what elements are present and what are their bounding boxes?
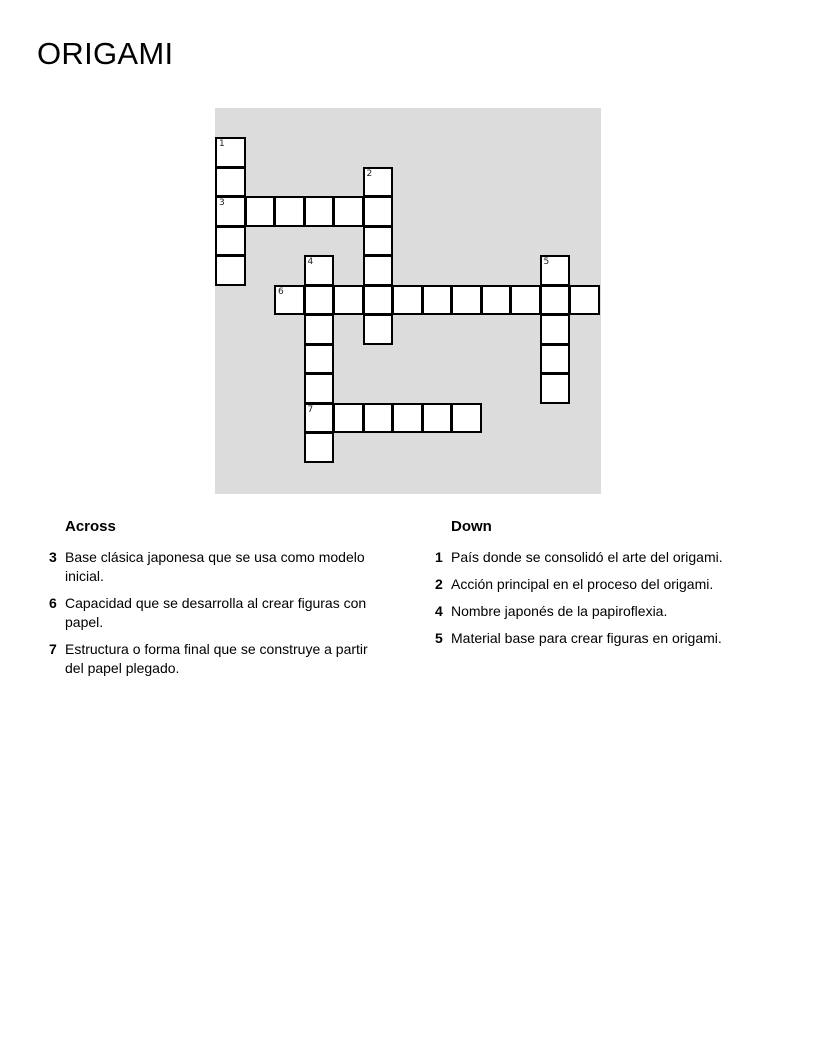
crossword-cell[interactable] bbox=[540, 344, 571, 375]
crossword-cell[interactable] bbox=[481, 285, 512, 316]
crossword-cell[interactable] bbox=[363, 255, 394, 286]
down-clue bbox=[430, 548, 760, 567]
clue-number: 1 bbox=[435, 549, 443, 565]
crossword-cell[interactable] bbox=[451, 285, 482, 316]
clue-text: Estructura o forma final que se construye a partir del papel plegado. bbox=[65, 641, 368, 676]
down-clue bbox=[430, 629, 760, 648]
crossword-cell[interactable] bbox=[422, 403, 453, 434]
crossword-cell[interactable] bbox=[215, 167, 246, 198]
down-heading: Down bbox=[451, 518, 492, 535]
crossword-cell[interactable] bbox=[392, 403, 423, 434]
crossword-cell[interactable] bbox=[215, 137, 246, 168]
crossword-cell[interactable] bbox=[274, 196, 305, 227]
cell-number: 6 bbox=[278, 286, 284, 297]
crossword-cell[interactable] bbox=[333, 403, 364, 434]
crossword-grid bbox=[215, 108, 601, 494]
crossword-cell[interactable] bbox=[510, 285, 541, 316]
crossword-cell[interactable] bbox=[215, 196, 246, 227]
crossword-cell[interactable] bbox=[363, 403, 394, 434]
crossword-cell[interactable] bbox=[245, 196, 276, 227]
crossword-cell[interactable] bbox=[304, 373, 335, 404]
across-clue bbox=[44, 640, 384, 678]
cell-number: 2 bbox=[366, 168, 373, 179]
clue-text: Base clásica japonesa que se usa como modelo inicial. bbox=[65, 549, 365, 584]
crossword-cell[interactable] bbox=[304, 255, 335, 286]
crossword-cell[interactable] bbox=[363, 314, 394, 345]
across-clue bbox=[44, 548, 384, 586]
crossword-cell[interactable] bbox=[304, 403, 335, 434]
crossword-cell[interactable] bbox=[304, 285, 335, 316]
crossword-cell[interactable] bbox=[304, 196, 335, 227]
crossword-cell[interactable] bbox=[540, 373, 571, 404]
cell-number: 3 bbox=[219, 198, 225, 208]
crossword-cell[interactable] bbox=[363, 285, 394, 316]
cell-number: 7 bbox=[307, 404, 314, 415]
clue-text: Material base para crear figuras en origami. bbox=[451, 630, 722, 646]
clue-text: Nombre japonés de la papiroflexia. bbox=[451, 603, 668, 619]
crossword-cell[interactable] bbox=[304, 432, 335, 463]
crossword-cell[interactable] bbox=[569, 285, 600, 316]
crossword-cell[interactable] bbox=[333, 285, 364, 316]
cell-number: 4 bbox=[307, 257, 314, 267]
cell-number: 1 bbox=[219, 139, 225, 149]
crossword-cell[interactable] bbox=[363, 196, 394, 227]
clue-text: Acción principal en el proceso del origami. bbox=[451, 576, 714, 592]
clue-number: 2 bbox=[435, 576, 443, 592]
clue-text: Capacidad que se desarrolla al crear figuras con papel. bbox=[65, 595, 367, 630]
crossword-cell[interactable] bbox=[451, 403, 482, 434]
across-clue bbox=[44, 594, 384, 632]
page-title: ORIGAMI bbox=[37, 36, 174, 71]
crossword-cell[interactable] bbox=[215, 226, 246, 257]
crossword-cell[interactable] bbox=[392, 285, 423, 316]
crossword-cell[interactable] bbox=[540, 285, 571, 316]
clue-number: 3 bbox=[49, 549, 57, 565]
crossword-cell[interactable] bbox=[363, 226, 394, 257]
crossword-cell[interactable] bbox=[274, 285, 305, 316]
clue-number: 7 bbox=[49, 641, 57, 657]
clue-number: 4 bbox=[435, 603, 443, 619]
clue-text: País donde se consolidó el arte del origami. bbox=[451, 549, 723, 565]
across-heading: Across bbox=[65, 518, 116, 535]
down-clue bbox=[430, 575, 760, 594]
across-clues bbox=[44, 516, 384, 686]
crossword-cell[interactable] bbox=[304, 314, 335, 345]
clue-number: 5 bbox=[435, 630, 443, 646]
crossword-cell[interactable] bbox=[540, 314, 571, 345]
clue-number: 6 bbox=[49, 595, 57, 611]
crossword-cell[interactable] bbox=[215, 255, 246, 286]
crossword-cell[interactable] bbox=[304, 344, 335, 375]
crossword-cell[interactable] bbox=[363, 167, 394, 198]
cell-number: 5 bbox=[543, 257, 550, 267]
down-clues bbox=[430, 516, 760, 656]
down-clue bbox=[430, 602, 760, 621]
crossword-cell[interactable] bbox=[333, 196, 364, 227]
crossword-cell[interactable] bbox=[540, 255, 571, 286]
crossword-cell[interactable] bbox=[422, 285, 453, 316]
